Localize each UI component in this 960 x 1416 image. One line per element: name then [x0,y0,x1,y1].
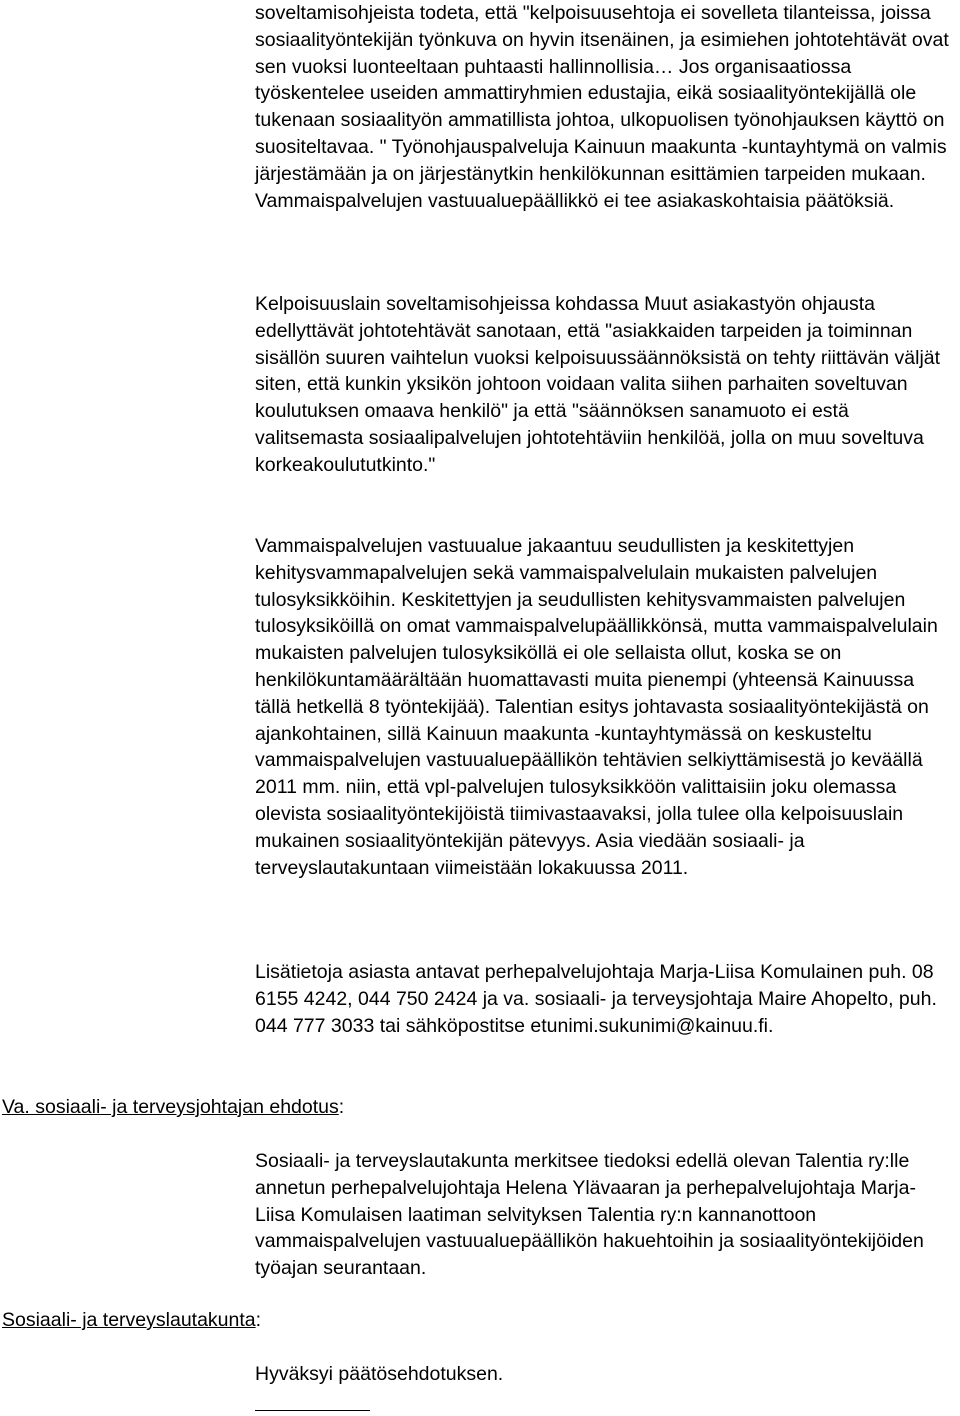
proposal-label-text: Va. sosiaali- ja terveysjohtajan ehdotus [2,1096,339,1118]
board-label-text: Sosiaali- ja terveyslautakunta [2,1309,256,1331]
label-colon: : [338,1096,345,1118]
paragraph-text: Hyväksyi päätösehdotuksen. [255,1363,504,1385]
paragraph-text: Sosiaali- ja terveyslautakunta merkitsee tiedoksi edellä olevan Talentia ry:lle annetun perhepalvelujohtaja Helena Ylävaaran ja perhepalvelujohtaja Marja-Liisa Komulaisen laatiman selvityksen Talentia ry:n kannanottoon vammaispalvelujen vastuualuepäällikön hakuehtoihin ja sosiaalityöntekijöiden työajan seurantaan. [255,1150,924,1280]
separator-line [255,1410,370,1411]
label-colon: : [255,1309,262,1331]
proposal-label [2,1094,344,1121]
paragraph-kelpoisuus-ohjeet [255,0,955,214]
paragraph-lisatietoja [255,959,955,1039]
paragraph-text: soveltamisohjeista todeta, että "kelpoisuusehtoja ei sovelleta tilanteissa, joissa sosiaalityöntekijän työnkuva on hyvin itsenäinen, ja esimiehen johtotehtävät ovat sen vuoksi luonteeltaan puhtaasti hallinnollisia… Jos organisaatiossa työskentelee useiden ammattiryhmien edustajia, eikä sosiaalityöntekijällä ole tukenaan sosiaalityön ammatillista johtoa, ulkopuolisen työnohjauksen käyttö on suositeltavaa. " Työnohjauspalveluja Kainuun maakunta -kuntayhtymä on valmis järjestämään ja on järjestänytkin henkilökunnan esittämien tarpeiden mukaan. Vammaispalvelujen vastuualuepäällikkö ei tee asiakaskohtaisia päätöksiä. [255,2,949,212]
paragraph-vastuualue [255,533,955,881]
paragraph-text: Lisätietoja asiasta antavat perhepalvelujohtaja Marja-Liisa Komulainen puh. 08 6155 4242, 044 750 2424 ja va. sosiaali- ja terveysjohtaja Maire Ahopelto, puh. 044 777 3033 tai sähköpostitse etunimi.sukunimi@kainuu.fi. [255,961,937,1037]
paragraph-text: Vammaispalvelujen vastuualue jakaantuu seudullisten ja keskitettyjen kehitysvammapalvelujen sekä vammaispalvelulain mukaisten palvelujen tulosyksikköihin. Keskitettyjen ja seudullisten kehitysvammaisten palvelujen tulosyksiköillä on omat vammaispalvelupäällikkönsä, mutta vammaispalvelulain mukaisten palvelujen tulosyksiköllä ei ole sellaista ollut, koska se on henkilökuntamäärältään huomattavasti muita pienempi (yhteensä Kainuussa tällä hetkellä 8 työntekijää). Talentian esitys johtavasta sosiaalityöntekijästä on ajankohtainen, sillä Kainuun maakunta -kuntayhtymässä on keskusteltu vammaispalvelujen vastuualuepäällikön tehtävien selkiyttämisestä jo keväällä 2011 mm. niin, että vpl-palvelujen tulosyksikköön valittaisiin joku olemassa olevista sosiaalityöntekijöistä tiimivastaavaksi, jolla tulee olla kelpoisuuslain mukainen sosiaalityöntekijän pätevyys. Asia viedään sosiaali- ja terveyslautakuntaan viimeistään lokakuussa 2011. [255,535,938,879]
paragraph-text: Kelpoisuuslain soveltamisohjeissa kohdassa Muut asiakastyön ohjausta edellyttävät johtotehtävät sanotaan, että "asiakkaiden tarpeiden ja toiminnan sisällön suuren vaihtelun vuoksi kelpoisuussäännöksistä on tehty riittävän väljät siten, että kunkin yksikön johtoon voidaan valita siihen parhaiten soveltuvan koulutuksen omaava henkilö" ja että "säännöksen sanamuoto ei estä valitsemasta sosiaalipalvelujen johtotehtäviin henkilöä, jolla on muu soveltuva korkeakoulututkinto." [255,293,941,476]
paragraph-muut-johtotehtavat [255,291,955,479]
paragraph-paatos [255,1361,955,1388]
paragraph-ehdotus [255,1148,955,1282]
board-label [2,1307,261,1334]
